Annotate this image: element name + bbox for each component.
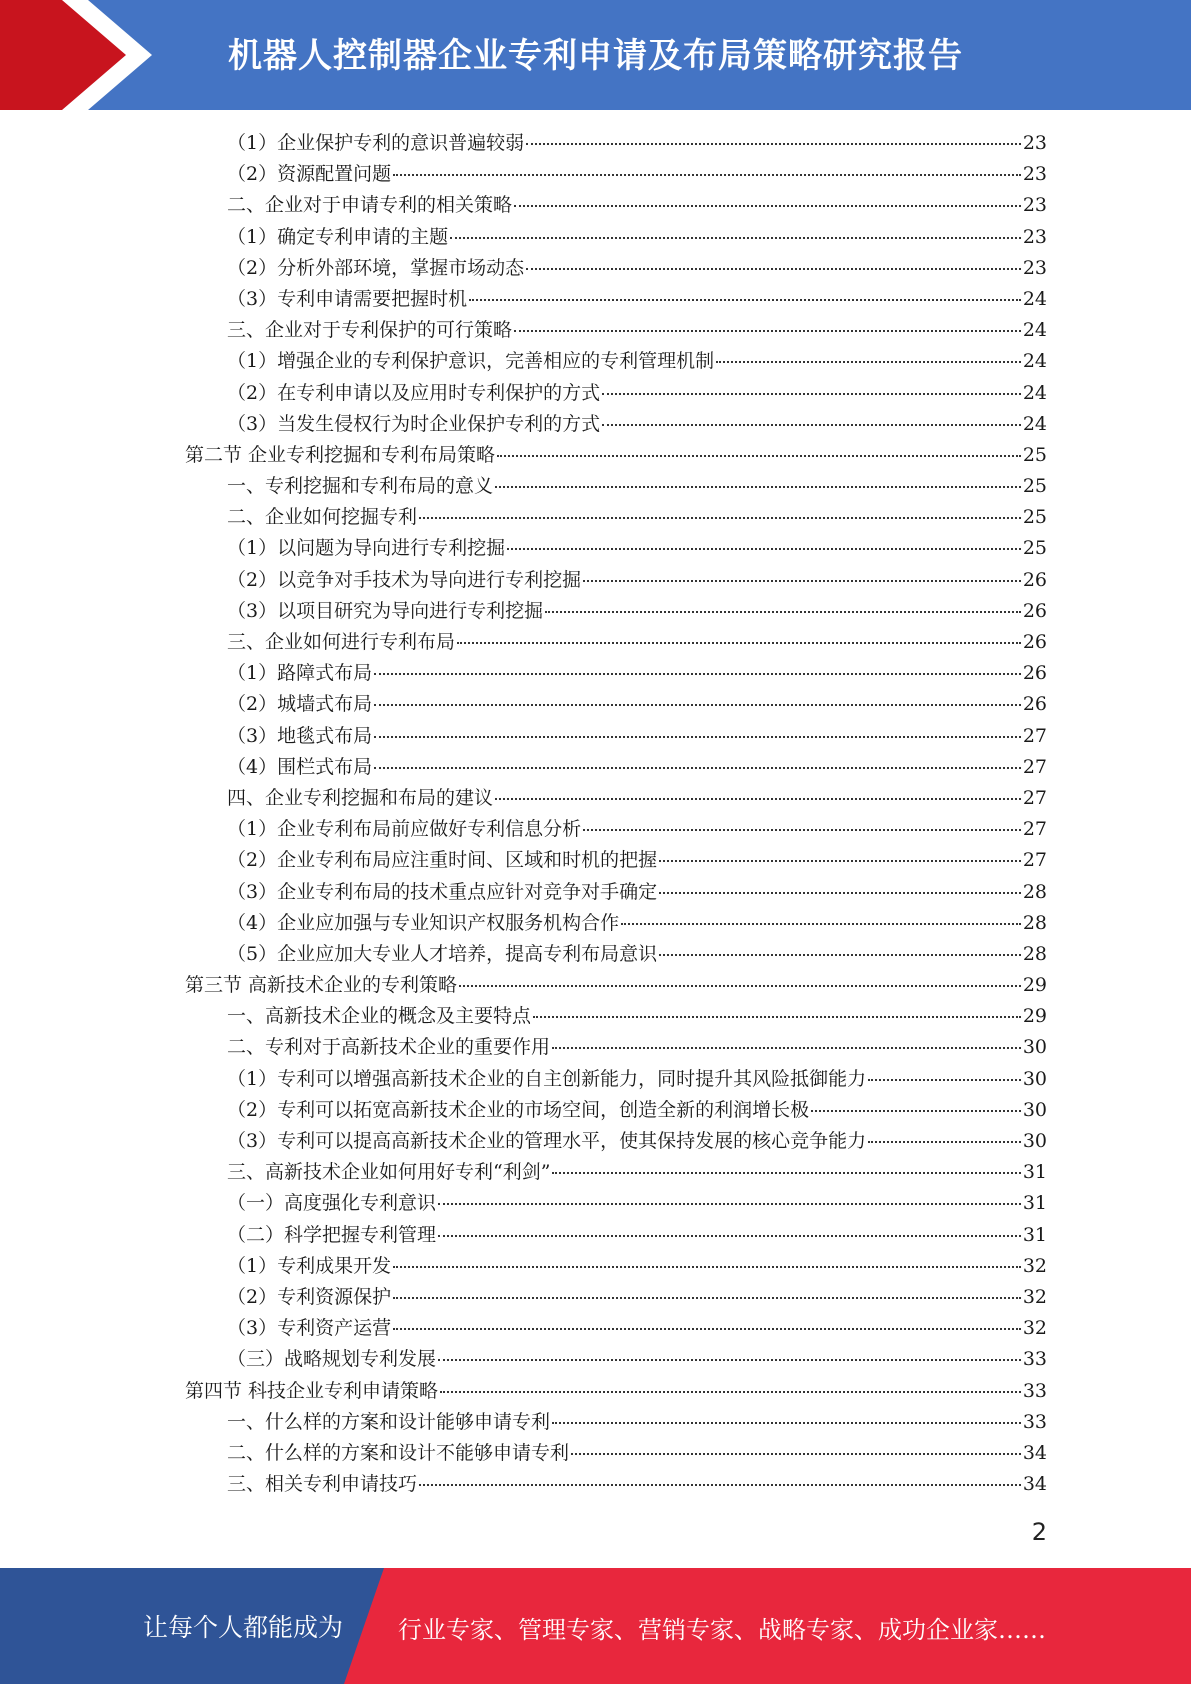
toc-entry-page: 24 [1022,381,1047,404]
toc-entry-page: 24 [1022,412,1047,435]
toc-dot-leader [393,1327,1021,1330]
toc-entry[interactable] [185,752,1047,783]
table-of-contents [185,128,1047,1500]
toc-dot-leader [602,423,1021,426]
toc-entry[interactable] [185,1282,1047,1313]
toc-entry[interactable] [185,1220,1047,1251]
toc-entry-page: 24 [1022,287,1047,310]
toc-entry[interactable] [185,1188,1047,1219]
toc-dot-leader [514,329,1021,332]
toc-entry-page: 23 [1022,132,1047,154]
toc-entry[interactable] [185,845,1047,876]
toc-dot-leader [868,1078,1021,1081]
toc-dot-leader [659,953,1021,956]
toc-entry[interactable] [185,689,1047,720]
toc-dot-leader [621,922,1021,925]
toc-entry-page: 28 [1022,942,1047,965]
toc-entry-title: （3）以项目研究为导向进行专利挖掘 [227,599,544,622]
toc-entry-page: 30 [1022,1036,1047,1059]
toc-entry[interactable] [185,939,1047,970]
toc-entry-page: 33 [1022,1348,1047,1371]
toc-dot-leader [495,797,1021,800]
toc-entry[interactable] [185,908,1047,939]
toc-entry[interactable] [185,409,1047,440]
toc-entry-page: 25 [1022,443,1047,466]
toc-entry-title: 一、高新技术企业的概念及主要特点 [227,1005,532,1028]
toc-entry[interactable] [185,721,1047,752]
toc-entry[interactable] [185,533,1047,564]
toc-dot-leader [571,1452,1021,1455]
toc-dot-leader [469,298,1021,301]
toc-entry-title: （1）确定专利申请的主题 [227,225,449,248]
toc-entry[interactable] [185,814,1047,845]
toc-dot-leader [438,1358,1021,1361]
toc-entry[interactable] [185,1095,1047,1126]
toc-entry-title: 第四节 科技企业专利申请策略 [185,1379,439,1402]
toc-entry-page: 32 [1022,1317,1047,1340]
toc-entry-title: （1）增强企业的专利保护意识，完善相应的专利管理机制 [227,350,715,373]
toc-dot-leader [438,1202,1021,1205]
toc-entry[interactable] [185,1313,1047,1344]
toc-entry-title: 三、相关专利申请技巧 [227,1473,418,1496]
toc-dot-leader [495,485,1021,488]
toc-entry[interactable] [185,222,1047,253]
toc-entry-page: 23 [1022,256,1047,279]
toc-entry[interactable] [185,128,1047,159]
toc-entry-title: （3）专利可以提高高新技术企业的管理水平，使其保持发展的核心竞争能力 [227,1130,867,1152]
toc-entry-page: 26 [1022,599,1047,622]
toc-entry[interactable] [185,440,1047,471]
toc-entry[interactable] [185,877,1047,908]
toc-dot-leader [419,1483,1021,1486]
toc-entry[interactable] [185,1032,1047,1063]
toc-entry-title: （1）企业保护专利的意识普遍较弱 [227,132,525,154]
toc-entry-page: 34 [1022,1473,1047,1496]
toc-entry-title: 三、企业对于专利保护的可行策略 [227,319,513,342]
toc-entry[interactable] [185,1157,1047,1188]
toc-entry-page: 28 [1022,911,1047,934]
footer-slogan-left: 让每个人都能成为 [143,1613,344,1642]
page-footer [0,1568,1191,1684]
toc-dot-leader [716,360,1021,363]
toc-entry-page: 23 [1022,225,1047,248]
toc-entry[interactable] [185,471,1047,502]
toc-entry-title: 第三节 高新技术企业的专利策略 [185,974,458,997]
toc-entry-page: 30 [1022,1098,1047,1121]
toc-entry-page: 29 [1022,974,1047,997]
toc-dot-leader [374,672,1021,675]
toc-dot-leader [583,828,1021,831]
header-arrow-decoration [0,0,140,110]
toc-entry[interactable] [185,346,1047,377]
toc-dot-leader [526,142,1021,145]
toc-entry-title: （2）分析外部环境，掌握市场动态 [227,256,525,279]
toc-entry[interactable] [185,1469,1047,1500]
toc-entry-page: 27 [1022,849,1047,872]
toc-entry-title: （2）资源配置问题 [227,163,392,186]
toc-entry[interactable] [185,970,1047,1001]
toc-entry-page: 30 [1022,1130,1047,1152]
toc-entry[interactable] [185,1001,1047,1032]
toc-dot-leader [393,1265,1021,1268]
toc-entry-title: 二、企业对于申请专利的相关策略 [227,194,513,217]
toc-entry[interactable] [185,159,1047,190]
toc-entry-page: 33 [1022,1410,1047,1433]
toc-dot-leader [393,1296,1021,1299]
toc-entry[interactable] [185,315,1047,346]
toc-entry[interactable] [185,502,1047,533]
toc-entry-page: 26 [1022,662,1047,685]
toc-entry-title: 三、企业如何进行专利布局 [227,631,456,653]
toc-dot-leader [419,516,1021,519]
toc-entry-title: 三、高新技术企业如何用好专利“利剑” [227,1161,551,1184]
toc-entry-title: 二、什么样的方案和设计不能够申请专利 [227,1441,570,1464]
toc-entry[interactable] [185,627,1047,658]
toc-dot-leader [659,859,1021,862]
toc-dot-leader [374,735,1021,738]
toc-entry-page: 27 [1022,818,1047,841]
toc-dot-leader [659,891,1021,894]
toc-entry-title: （一）高度强化专利意识 [227,1192,437,1215]
toc-entry[interactable] [185,1344,1047,1375]
toc-entry-title: （1）以问题为导向进行专利挖掘 [227,537,506,560]
toc-dot-leader [526,267,1021,270]
toc-entry-page: 25 [1022,475,1047,498]
toc-entry[interactable] [185,284,1047,315]
toc-entry-page: 27 [1022,786,1047,809]
toc-entry-title: （三）战略规划专利发展 [227,1348,437,1371]
toc-entry-page: 31 [1022,1192,1047,1215]
toc-entry[interactable] [185,658,1047,689]
toc-entry-title: （3）当发生侵权行为时企业保护专利的方式 [227,412,601,435]
toc-entry-title: （2）城墙式布局 [227,693,373,716]
toc-entry-title: （2）企业专利布局应注重时间、区域和时机的把握 [227,849,658,872]
toc-entry-title: （4）企业应加强与专业知识产权服务机构合作 [227,911,620,934]
toc-dot-leader [533,1015,1021,1018]
toc-entry-page: 30 [1022,1067,1047,1090]
toc-entry-title: （4）围栏式布局 [227,755,373,778]
toc-dot-leader [811,1109,1021,1112]
toc-entry[interactable] [185,1064,1047,1095]
toc-entry-page: 26 [1022,631,1047,653]
page-title: 机器人控制器企业专利申请及布局策略研究报告 [228,36,963,76]
toc-dot-leader [497,454,1021,457]
toc-entry-title: （2）专利资源保护 [227,1285,392,1308]
toc-dot-leader [440,1390,1021,1393]
toc-dot-leader [552,1046,1021,1049]
toc-dot-leader [552,1421,1021,1424]
toc-entry[interactable] [185,378,1047,409]
toc-dot-leader [514,204,1021,207]
toc-entry[interactable] [185,253,1047,284]
toc-entry-title: 二、专利对于高新技术企业的重要作用 [227,1036,551,1059]
toc-entry-title: （二）科学把握专利管理 [227,1223,437,1246]
toc-dot-leader [393,173,1021,176]
toc-entry-page: 23 [1022,194,1047,217]
toc-entry-title: （2）在专利申请以及应用时专利保护的方式 [227,381,601,404]
toc-entry-title: （3）企业专利布局的技术重点应针对竞争对手确定 [227,880,658,903]
toc-entry-title: （3）专利申请需要把握时机 [227,287,468,310]
page-number: 2 [1031,1518,1047,1546]
toc-entry-page: 23 [1022,163,1047,186]
toc-dot-leader [602,392,1021,395]
toc-entry-page: 24 [1022,319,1047,342]
toc-entry-title: 四、企业专利挖掘和布局的建议 [227,786,494,809]
toc-entry-page: 24 [1022,350,1047,373]
toc-dot-leader [450,236,1021,239]
toc-entry[interactable] [185,190,1047,221]
toc-entry-page: 28 [1022,880,1047,903]
toc-entry[interactable] [185,1438,1047,1469]
toc-dot-leader [545,610,1021,613]
toc-entry[interactable] [185,565,1047,596]
toc-entry[interactable] [185,1126,1047,1157]
toc-entry-title: 二、企业如何挖掘专利 [227,506,418,529]
toc-entry-title: （1）企业专利布局前应做好专利信息分析 [227,818,582,841]
toc-dot-leader [552,1171,1020,1174]
toc-entry-title: （3）地毯式布局 [227,724,373,747]
toc-entry-page: 27 [1022,755,1047,778]
toc-entry-page: 25 [1022,537,1047,560]
toc-entry-title: （1）路障式布局 [227,662,373,685]
toc-dot-leader [374,703,1021,706]
toc-entry-page: 31 [1022,1223,1047,1246]
toc-entry-page: 32 [1022,1254,1047,1277]
toc-entry-title: （2）以竞争对手技术为导向进行专利挖掘 [227,568,582,591]
toc-entry-title: （2）专利可以拓宽高新技术企业的市场空间，创造全新的利润增长极 [227,1098,810,1121]
toc-dot-leader [438,1234,1021,1237]
toc-entry-page: 27 [1022,724,1047,747]
page-header [0,0,1191,110]
toc-entry-page: 25 [1022,506,1047,529]
toc-entry[interactable] [185,1376,1047,1407]
toc-dot-leader [868,1140,1021,1143]
toc-entry-page: 33 [1022,1379,1047,1402]
toc-entry-page: 34 [1022,1441,1047,1464]
toc-entry-title: （1）专利可以增强高新技术企业的自主创新能力，同时提升其风险抵御能力 [227,1067,867,1090]
toc-entry-title: （1）专利成果开发 [227,1254,392,1277]
toc-entry[interactable] [185,783,1047,814]
toc-entry-title: 一、什么样的方案和设计能够申请专利 [227,1410,551,1433]
toc-entry[interactable] [185,1407,1047,1438]
toc-entry-title: 第二节 企业专利挖掘和专利布局策略 [185,443,496,466]
toc-entry-title: 一、专利挖掘和专利布局的意义 [227,475,494,498]
toc-entry-page: 26 [1022,693,1047,716]
toc-entry-page: 31 [1022,1161,1047,1184]
toc-dot-leader [459,984,1021,987]
toc-entry-page: 32 [1022,1285,1047,1308]
toc-entry-title: （3）专利资产运营 [227,1317,392,1340]
toc-entry[interactable] [185,596,1047,627]
footer-slogan-right: 行业专家、管理专家、营销专家、战略专家、成功企业家…… [398,1616,1046,1644]
toc-dot-leader [457,641,1021,644]
toc-entry[interactable] [185,1251,1047,1282]
toc-dot-leader [583,579,1021,582]
toc-dot-leader [507,547,1021,550]
toc-dot-leader [374,766,1021,769]
toc-entry-page: 29 [1022,1005,1047,1028]
toc-entry-page: 26 [1022,568,1047,591]
toc-entry-title: （5）企业应加大专业人才培养，提高专利布局意识 [227,942,658,965]
